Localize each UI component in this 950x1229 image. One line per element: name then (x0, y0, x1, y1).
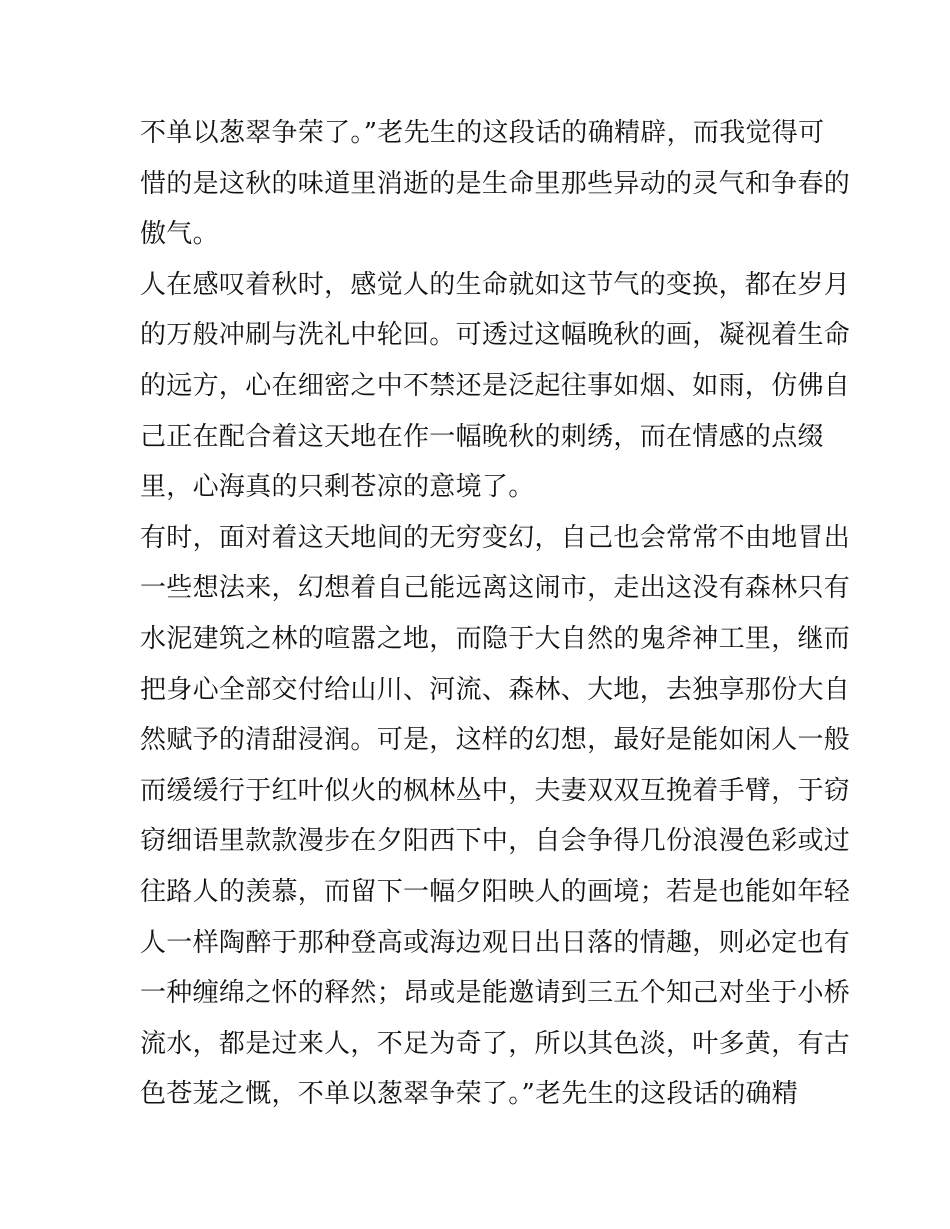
text-line: 不单以葱翠争荣了。”老先生的这段话的确精辟，而我觉得可 (140, 118, 825, 148)
text-line: 水泥建筑之林的喧嚣之地，而隐于大自然的鬼斧神工里，继而 (140, 623, 851, 654)
text-line: 傲气。 (140, 219, 219, 250)
text-line: 里，心海真的只剩苍凉的意境了。 (140, 472, 535, 503)
text-line: 的远方，心在细密之中不禁还是泛起往事如烟、如雨，仿佛自 (140, 370, 851, 401)
text-line: 人一样陶醉于那种登高或海边观日出日落的情趣，则必定也有 (140, 927, 851, 958)
text-line: 一种缠绵之怀的释然；昂或是能邀请到三五个知己对坐于小桥 (140, 978, 851, 1009)
text-line: 色苍茏之慨，不单以葱翠争荣了。”老先生的这段话的确精 (140, 1079, 799, 1110)
text-line: 把身心全部交付给山川、河流、森林、大地，去独享那份大自 (140, 674, 851, 705)
text-line: 往路人的羡慕，而留下一幅夕阳映人的画境；若是也能如年轻 (140, 876, 851, 907)
text-line: 人在感叹着秋时，感觉人的生命就如这节气的变换，都在岁月 (140, 269, 851, 300)
text-line: 惜的是这秋的味道里消逝的是生命里那些异动的灵气和争春的 (140, 168, 851, 199)
text-line: 己正在配合着这天地在作一幅晚秋的刺绣，而在情感的点缀 (140, 421, 824, 452)
text-line: 流水，都是过来人，不足为奇了，所以其色淡，叶多黄，有古 (140, 1028, 851, 1059)
text-line: 窃细语里款款漫步在夕阳西下中，自会争得几份浪漫色彩或过 (140, 826, 851, 857)
text-line: 有时，面对着这天地间的无穷变幻，自己也会常常不由地冒出 (140, 522, 851, 553)
text-line: 然赋予的清甜浸润。可是，这样的幻想，最好是能如闲人一般 (140, 725, 851, 756)
text-line: 而缓缓行于红叶似火的枫林丛中，夫妻双双互挽着手臂，于窃 (140, 775, 851, 806)
text-line: 的万般冲刷与洗礼中轮回。可透过这幅晚秋的画，凝视着生命 (140, 320, 851, 351)
body-text (140, 108, 851, 1120)
text-line: 一些想法来，幻想着自己能远离这闹市，走出这没有森林只有 (140, 573, 851, 604)
